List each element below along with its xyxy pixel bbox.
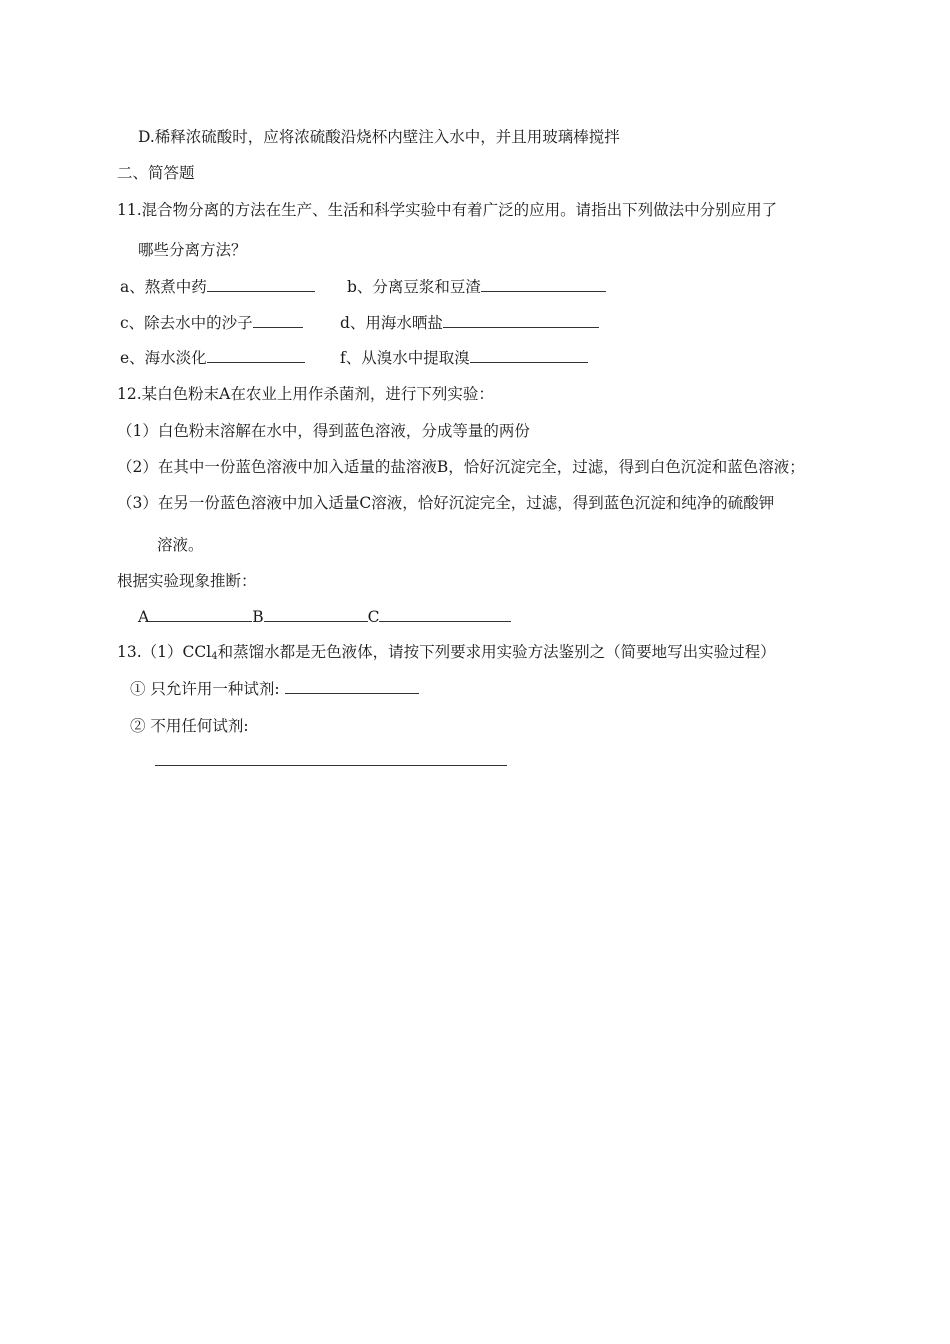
q11-item-f (340, 348, 588, 368)
q11-item-a (120, 277, 315, 297)
q12-label-c: C (367, 608, 380, 626)
q11-label-b: b、分离豆浆和豆渣 (347, 278, 481, 296)
answer-blank-c[interactable] (253, 313, 303, 328)
answer-blank-d[interactable] (443, 313, 599, 328)
q12-stem: 12.某白色粉末A在农业上用作杀菌剂，进行下列实验： (117, 385, 494, 403)
option-d: D.稀释浓硫酸时，应将浓硫酸沿烧杯内壁注入水中，并且用玻璃棒搅拌 (138, 128, 620, 146)
q11-stem-cont: 哪些分离方法？ (138, 241, 247, 259)
q11-item-d (340, 313, 599, 333)
answer-blank-f[interactable] (470, 348, 588, 363)
section-title: 二、简答题 (117, 164, 195, 182)
answer-blank-q12-c[interactable] (379, 607, 511, 622)
q12-step-2: （2）在其中一份蓝色溶液中加入适量的盐溶液B，恰好沉淀完全，过滤，得到白色沉淀和蓝色溶液； (117, 458, 805, 476)
q13-option-1 (130, 679, 419, 699)
q12-infer: 根据实验现象推断： (117, 572, 257, 590)
answer-blank-e[interactable] (207, 348, 305, 363)
q11-item-c (120, 313, 303, 333)
answer-blank-q12-b[interactable] (264, 607, 368, 622)
q12-label-b: B (252, 608, 264, 626)
answer-blank-q12-a[interactable] (149, 607, 252, 622)
answer-blank-a[interactable] (207, 277, 315, 292)
q13-stem-post: 和蒸馏水都是无色液体，请按下列要求用实验方法鉴别之（简要地写出实验过程） (217, 643, 776, 661)
q12-step-3-cont: 溶液。 (157, 536, 204, 554)
answer-blank-q13-1[interactable] (285, 679, 419, 694)
q12-label-a: A (138, 608, 150, 626)
q11-label-d: d、用海水晒盐 (340, 314, 443, 332)
q11-stem: 11.混合物分离的方法在生产、生活和科学实验中有着广泛的应用。请指出下列做法中分别应用了 (117, 201, 778, 219)
q11-item-b (347, 277, 606, 297)
q11-label-e: e、海水淡化 (120, 349, 207, 367)
q11-label-a: a、熬煮中药 (120, 278, 207, 296)
q13-stem-pre: 13.（1）CCl (117, 643, 212, 661)
q13-option-1-label: ① 只允许用一种试剂: (130, 680, 280, 698)
q13-option-2: ② 不用任何试剂: (130, 717, 249, 735)
q12-step-3: （3）在另一份蓝色溶液中加入适量C溶液，恰好沉淀完全，过滤，得到蓝色沉淀和纯净的硫酸钾 (117, 494, 775, 512)
answer-blank-q13-2[interactable] (155, 765, 507, 766)
q13-stem (117, 642, 776, 667)
q11-item-e (120, 348, 305, 368)
q12-step-1: （1）白色粉末溶解在水中，得到蓝色溶液，分成等量的两份 (117, 422, 530, 440)
q11-label-f: f、从溴水中提取溴 (340, 349, 470, 367)
answer-blank-b[interactable] (481, 277, 606, 292)
q11-label-c: c、除去水中的沙子 (120, 314, 253, 332)
q12-answers (138, 607, 511, 627)
q13-stem-subscript: 4 (211, 651, 218, 662)
